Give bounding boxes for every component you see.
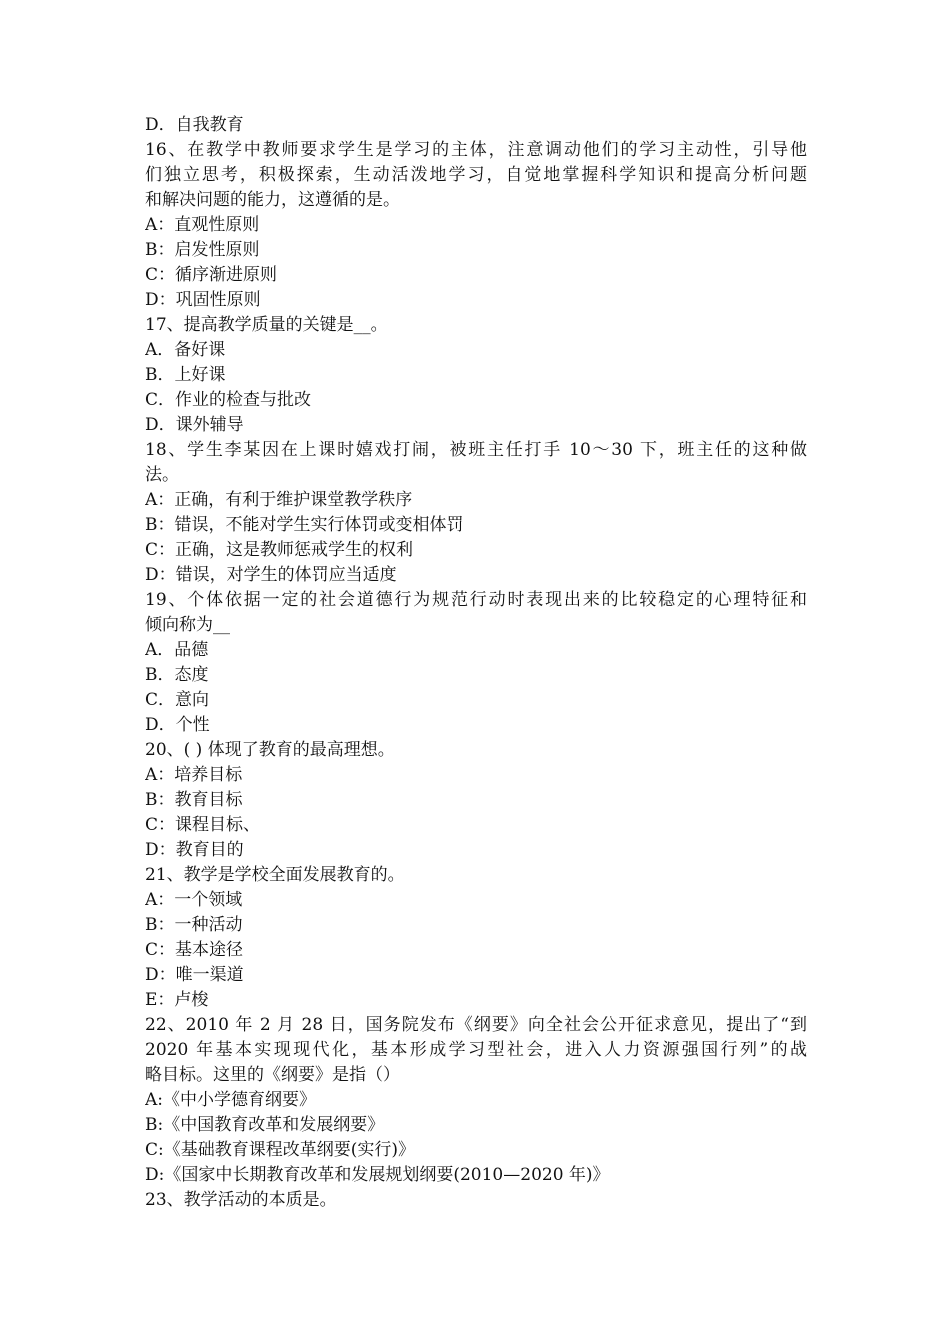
option-line: D：教育目的 bbox=[145, 840, 244, 860]
question-22-line-2: 2020 年基本实现现代化，基本形成学习型社会，进入人力资源强国行列”的战 bbox=[145, 1040, 807, 1060]
option-line: A．备好课 bbox=[145, 340, 226, 360]
option-line: D:《国家中长期教育改革和发展规划纲要(2010—2020 年)》 bbox=[145, 1165, 610, 1185]
option-line: A：一个领域 bbox=[145, 890, 243, 910]
option-line: C：基本途径 bbox=[145, 940, 244, 960]
question-16-line-1: 16、在教学中教师要求学生是学习的主体，注意调动他们的学习主动性，引导他 bbox=[145, 140, 807, 160]
question-17: 17、提高教学质量的关键是__。 bbox=[145, 315, 388, 335]
question-18-line-2: 法。 bbox=[145, 465, 179, 485]
question-20: 20、( ) 体现了教育的最高理想。 bbox=[145, 740, 395, 760]
option-line: D：巩固性原则 bbox=[145, 290, 261, 310]
option-line: B:《中国教育改革和发展纲要》 bbox=[145, 1115, 385, 1135]
option-line: B．态度 bbox=[145, 665, 209, 685]
question-21: 21、教学是学校全面发展教育的。 bbox=[145, 865, 405, 885]
option-line: D：唯一渠道 bbox=[145, 965, 244, 985]
option-line: B．上好课 bbox=[145, 365, 226, 385]
question-16-line-2: 们独立思考，积极探索，生动活泼地学习，自觉地掌握科学知识和提高分析问题 bbox=[145, 165, 807, 185]
question-16-line-3: 和解决问题的能力，这遵循的是。 bbox=[145, 190, 400, 210]
option-line: C：正确，这是教师惩戒学生的权利 bbox=[145, 540, 414, 560]
question-22-line-3: 略目标。这里的《纲要》是指（） bbox=[145, 1065, 400, 1085]
question-19-line-2: 倾向称为__ bbox=[145, 615, 230, 635]
option-line: B：错误，不能对学生实行体罚或变相体罚 bbox=[145, 515, 464, 535]
option-line: A：正确，有利于维护课堂教学秩序 bbox=[145, 490, 413, 510]
option-line: C．意向 bbox=[145, 690, 210, 710]
option-line: B：教育目标 bbox=[145, 790, 243, 810]
option-line: C．作业的检查与批改 bbox=[145, 390, 312, 410]
option-line: C：课程目标、 bbox=[145, 815, 261, 835]
document-page bbox=[145, 113, 807, 1213]
question-23: 23、教学活动的本质是。 bbox=[145, 1190, 337, 1210]
question-19-line-1: 19、个体依据一定的社会道德行为规范行动时表现出来的比较稳定的心理特征和 bbox=[145, 590, 807, 610]
option-line: B：启发性原则 bbox=[145, 240, 260, 260]
option-line: C:《基础教育课程改革纲要(实行)》 bbox=[145, 1140, 415, 1160]
option-line: B：一种活动 bbox=[145, 915, 243, 935]
question-22-line-1: 22、2010 年 2 月 28 日，国务院发布《纲要》向全社会公开征求意见，提出了“到 bbox=[145, 1015, 807, 1035]
option-line: A．品德 bbox=[145, 640, 209, 660]
option-line: C：循序渐进原则 bbox=[145, 265, 278, 285]
option-line: A：培养目标 bbox=[145, 765, 243, 785]
question-18-line-1: 18、学生李某因在上课时嬉戏打闹，被班主任打手 10～30 下，班主任的这种做 bbox=[145, 440, 807, 460]
option-line: E：卢梭 bbox=[145, 990, 209, 1010]
option-line: A：直观性原则 bbox=[145, 215, 260, 235]
option-line: A:《中小学德育纲要》 bbox=[145, 1090, 317, 1110]
option-line: D．个性 bbox=[145, 715, 210, 735]
option-line: D：错误，对学生的体罚应当适度 bbox=[145, 565, 397, 585]
option-line: D．自我教育 bbox=[145, 115, 244, 135]
option-line: D．课外辅导 bbox=[145, 415, 244, 435]
